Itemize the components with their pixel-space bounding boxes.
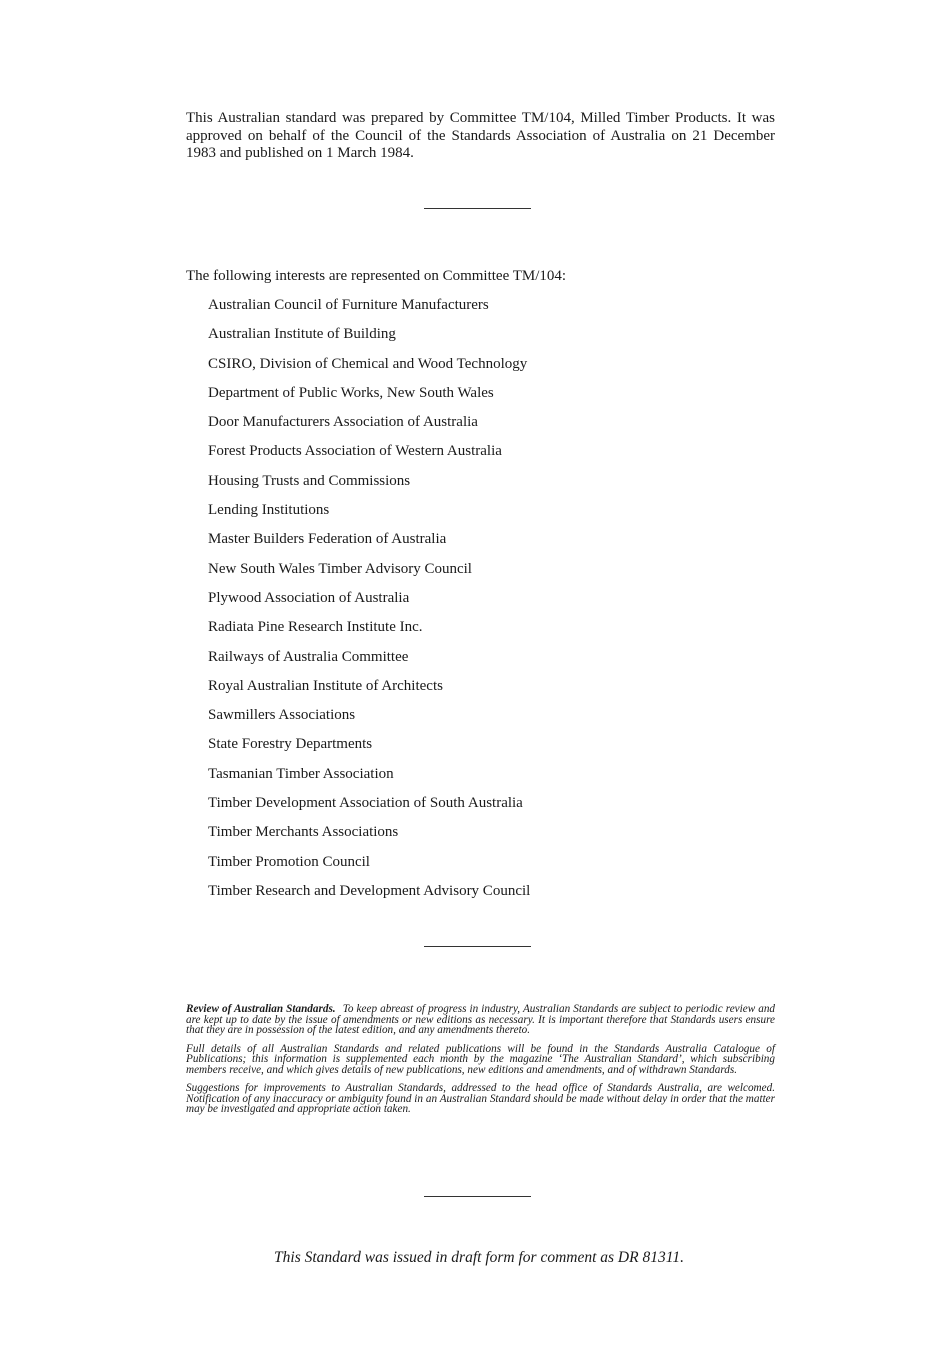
committee-intro-paragraph: This Australian standard was prepared by Committee TM/104, Milled Timber Products. It was approved on behalf of the Council of the Standards Association of Australia on 21 December 1983 and published on 1 March 1984.: [186, 110, 775, 161]
interest-item: Australian Council of Furniture Manufacturers: [208, 297, 489, 313]
interest-item: Lending Institutions: [208, 502, 330, 519]
interest-item: Timber Development Association of South Australia: [208, 795, 523, 812]
section-divider: [424, 208, 531, 209]
suggestions-note: Suggestions for improvements to Australian Standards, addressed to the head office of Standards Australia, are welcomed. Notification of any inaccuracy or ambiguity found in an Australian Standard should be made without delay in order that the matter may be investigated and appropriate action taken.: [186, 1082, 775, 1115]
interest-item: CSIRO, Division of Chemical and Wood Technology: [208, 355, 528, 372]
interest-item: Master Builders Federation of Australia: [208, 531, 447, 548]
standards-notes: [186, 1004, 775, 1123]
interest-item: Australian Institute of Building: [208, 326, 396, 343]
interest-item: Timber Research and Development Advisory Council: [208, 882, 531, 899]
interest-item: New South Wales Timber Advisory Council: [208, 560, 472, 577]
interest-item: Timber Promotion Council: [208, 853, 370, 870]
interest-item: Sawmillers Associations: [208, 707, 356, 724]
interests-heading: The following interests are represented on Committee TM/104:: [186, 268, 567, 284]
section-divider: [424, 1196, 531, 1197]
review-note-text: To keep abreast of progress in industry, Australian Standards are subject to periodic review and are kept up to date by the issue of amendments or new editions as necessary. It is important therefore that Standards users ensure that they are in possession of the latest edition, and any amendments thereto.: [186, 1003, 776, 1036]
interest-item: Timber Merchants Associations: [208, 824, 399, 841]
interest-item: Radiata Pine Research Institute Inc.: [208, 619, 423, 636]
draft-issue-note: This Standard was issued in draft form for comment as DR 81311.: [274, 1249, 684, 1266]
interest-item: Housing Trusts and Commissions: [208, 472, 411, 489]
interest-item: Plywood Association of Australia: [208, 589, 410, 606]
section-divider: [424, 946, 531, 947]
catalogue-note: Full details of all Australian Standards and related publications will be found in the Standards Australia Catalogue of Publications; this information is supplemented each month by the magazine ‘The Australian Standard’, which subscribing members receive, and which gives details of new publications, new editions and amendments, and of withdrawn Standards.: [186, 1042, 775, 1076]
interest-item: Forest Products Association of Western Australia: [208, 443, 502, 460]
interest-item: Department of Public Works, New South Wales: [208, 384, 494, 401]
interest-item: Railways of Australia Committee: [208, 648, 409, 665]
interest-item: State Forestry Departments: [208, 736, 373, 753]
interest-item: Royal Australian Institute of Architects: [208, 677, 443, 694]
interest-item: Door Manufacturers Association of Australia: [208, 414, 478, 431]
interests-list: [208, 295, 530, 910]
interest-item: Tasmanian Timber Association: [208, 765, 394, 782]
review-note-lead: Review of Australian Standards.: [186, 1003, 336, 1015]
review-note: [186, 1004, 775, 1036]
